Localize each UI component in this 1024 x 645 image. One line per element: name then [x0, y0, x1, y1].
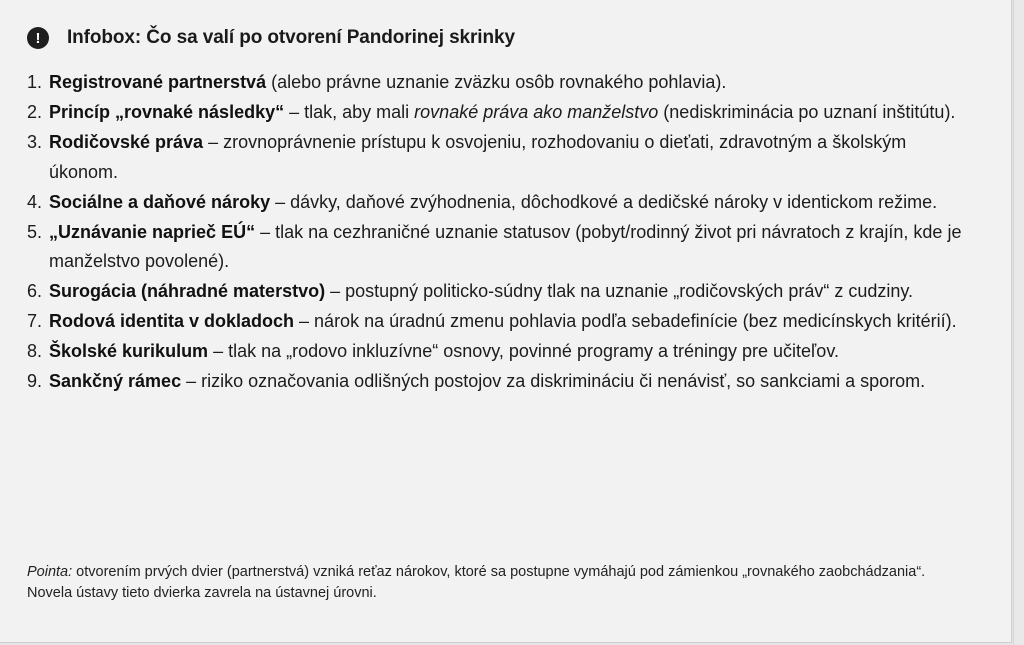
- list-item-9: [27, 367, 972, 397]
- novela-paragraph: Novela ústavy tieto dvierka zavrela na ústavnej úrovni.: [27, 585, 377, 601]
- item-heading: Sankčný rámec: [49, 371, 182, 391]
- item-heading: Školské kurikulum: [49, 341, 209, 361]
- item-heading: Sociálne a daňové nároky: [49, 191, 271, 212]
- item-number: 5.: [27, 221, 43, 242]
- item-number: 2.: [27, 102, 43, 122]
- item-text: – postupný politicko-súdny tlak na uznanie „rodičovských práv“ z cudziny.: [325, 281, 914, 301]
- infobox-title: Infobox: Čo sa valí po otvorení Pandorinej skrinky: [67, 27, 515, 48]
- item-text: – nárok na úradnú zmenu pohlavia podľa sebadefinície (bez medicínskych kritérií).: [294, 311, 957, 331]
- infobox-header: [27, 24, 515, 52]
- list-item-5: [27, 218, 972, 277]
- list-item-7: [27, 307, 972, 337]
- pointa-paragraph: [27, 562, 972, 583]
- item-text: (alebo právne uznanie zväzku osôb rovnakého pohlavia).: [266, 72, 727, 92]
- vertical-scrollbar[interactable]: [1013, 0, 1024, 645]
- item-heading: Registrované partnerstvá: [49, 72, 267, 92]
- item-number: 1.: [27, 72, 43, 92]
- item-number: 6.: [27, 281, 43, 301]
- list-item-8: [27, 337, 972, 367]
- item-heading: Surogácia (náhradné materstvo): [49, 281, 326, 301]
- claims-list: [27, 68, 972, 397]
- list-item-4: [27, 188, 972, 218]
- item-text-continued: (nediskriminácia po uznaní inštitútu).: [658, 102, 956, 122]
- item-heading: Princíp „rovnaké následky“: [49, 102, 285, 122]
- item-number: 4.: [27, 191, 43, 212]
- list-item-6: [27, 277, 972, 307]
- item-text: – tlak na „rodovo inkluzívne“ osnovy, povinné programy a tréningy pre učiteľov.: [208, 341, 839, 361]
- pointa-text: otvorením prvých dvier (partnerstvá) vzniká reťaz nárokov, ktoré sa postupne vymáhajú pod zámienkou „rovnakého zaobchádzania“.: [72, 564, 926, 580]
- item-number: 8.: [27, 341, 43, 361]
- item-number: 9.: [27, 371, 43, 391]
- item-emphasis: rovnaké práva ako manželstvo: [414, 102, 659, 122]
- item-heading: Rodová identita v dokladoch: [49, 311, 295, 331]
- list-item-3: [27, 128, 972, 187]
- infobox-footer: [27, 562, 972, 604]
- item-number: 7.: [27, 311, 43, 331]
- item-text: – zrovnoprávnenie prístupu k osvojeniu, rozhodovaniu o dieťati, zdravotným a školským úkonom.: [49, 132, 907, 182]
- item-text: – riziko označovania odlišných postojov za diskrimináciu či nenávisť, so sankciami a sporom.: [181, 371, 926, 391]
- pointa-label: Pointa:: [27, 564, 73, 580]
- item-number: 3.: [27, 132, 43, 152]
- item-text: – tlak na cezhraničné uznanie statusov (pobyt/rodinný život pri návratoch z krajín, kde je manželstvo povolené).: [49, 221, 962, 271]
- item-text: – dávky, daňové zvýhodnenia, dôchodkové a dedičské nároky v identickom režime.: [270, 191, 938, 212]
- exclamation-circle-icon: !: [27, 27, 49, 49]
- list-item-2: [27, 98, 972, 128]
- list-item-1: [27, 68, 972, 98]
- item-heading: „Uznávanie naprieč EÚ“: [49, 221, 256, 242]
- item-text: – tlak, aby mali: [284, 102, 415, 122]
- item-heading: Rodičovské práva: [49, 132, 204, 152]
